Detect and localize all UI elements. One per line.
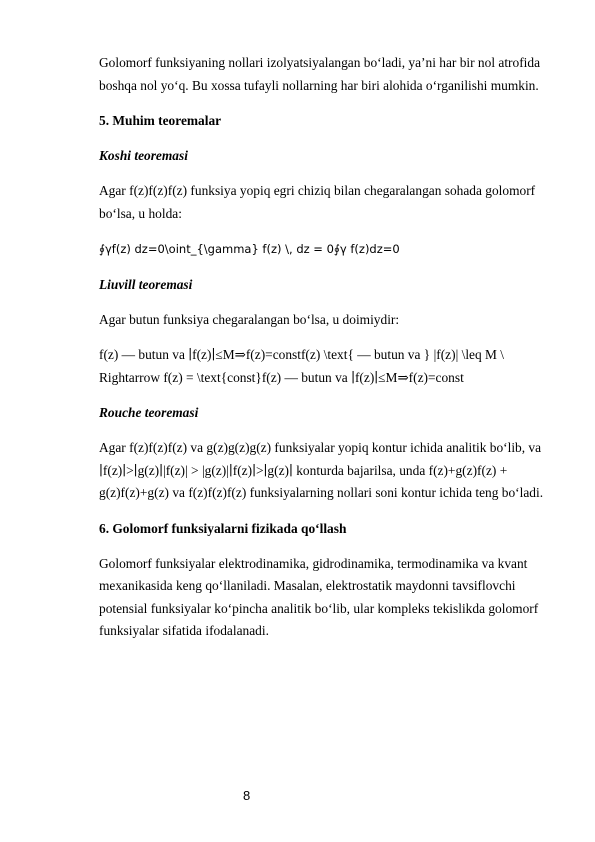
liuvill-theorem-text: Agar butun funksiya chegaralangan bo‘lsa, u doimiydir:: [99, 311, 400, 327]
koshi-formula: ∮γf(z) dz=0\oint_{\gamma} f(z) \, dz = 0∮γ f(z)dz=0: [99, 242, 400, 256]
rouche-theorem-heading: Rouche teoremasi: [99, 405, 199, 420]
document-body: [99, 52, 545, 656]
rouche-theorem-text: Agar f(z)f(z)f(z) va g(z)g(z)g(z) funksiyalar yopiq kontur ichida analitik bo‘lib, va ∣f(z)∣>∣g(z)∣|f(z)| > |g(z)|∣f(z)∣>∣g(z)∣ konturda bajarilsa, unda f(z)+g(z)f(z) + g(z)f(z)+g(z) va f(z)f(z)f(z) funksiyalarning nollari soni kontur ichida teng bo‘ladi.: [99, 440, 544, 500]
section-6-heading: 6. Golomorf funksiyalarni fizikada qo‘llash: [99, 520, 347, 536]
intro-paragraph: Golomorf funksiyaning nollari izolyatsiyalangan bo‘ladi, ya’ni har bir nol atrofida boshqa nol yo‘q. Bu xossa tufayli nollarning har biri alohida o‘rganilishi mumkin.: [99, 55, 541, 93]
koshi-theorem-heading: Koshi teoremasi: [99, 148, 188, 163]
physics-paragraph: Golomorf funksiyalar elektrodinamika, gidrodinamika, termodinamika va kvant mexanikasida keng qo‘llaniladi. Masalan, elektrostatik maydonni tavsiflovchi potensial funksiyalar ko‘pincha analitik bo‘lib, ular kompleks tekislikda golomorf funksiyalar sifatida ifodalanadi.: [99, 555, 539, 638]
koshi-theorem-text: Agar f(z)f(z)f(z) funksiya yopiq egri chiziq bilan chegaralangan sohada golomorf bo‘lsa, u holda:: [99, 183, 536, 221]
liuvill-formula: f(z) — butun va ∣f(z)∣≤M⇒f(z)=constf(z) \text{ — butun va } |f(z)| \leq M \ Rightarrow f(z) = \text{const}f(z) — butun va ∣f(z)∣≤M⇒f(z)=const: [99, 347, 504, 385]
section-5-heading: 5. Muhim teoremalar: [99, 113, 222, 128]
page-number: 8: [243, 788, 251, 803]
liuvill-theorem-heading: Liuvill teoremasi: [99, 276, 193, 292]
